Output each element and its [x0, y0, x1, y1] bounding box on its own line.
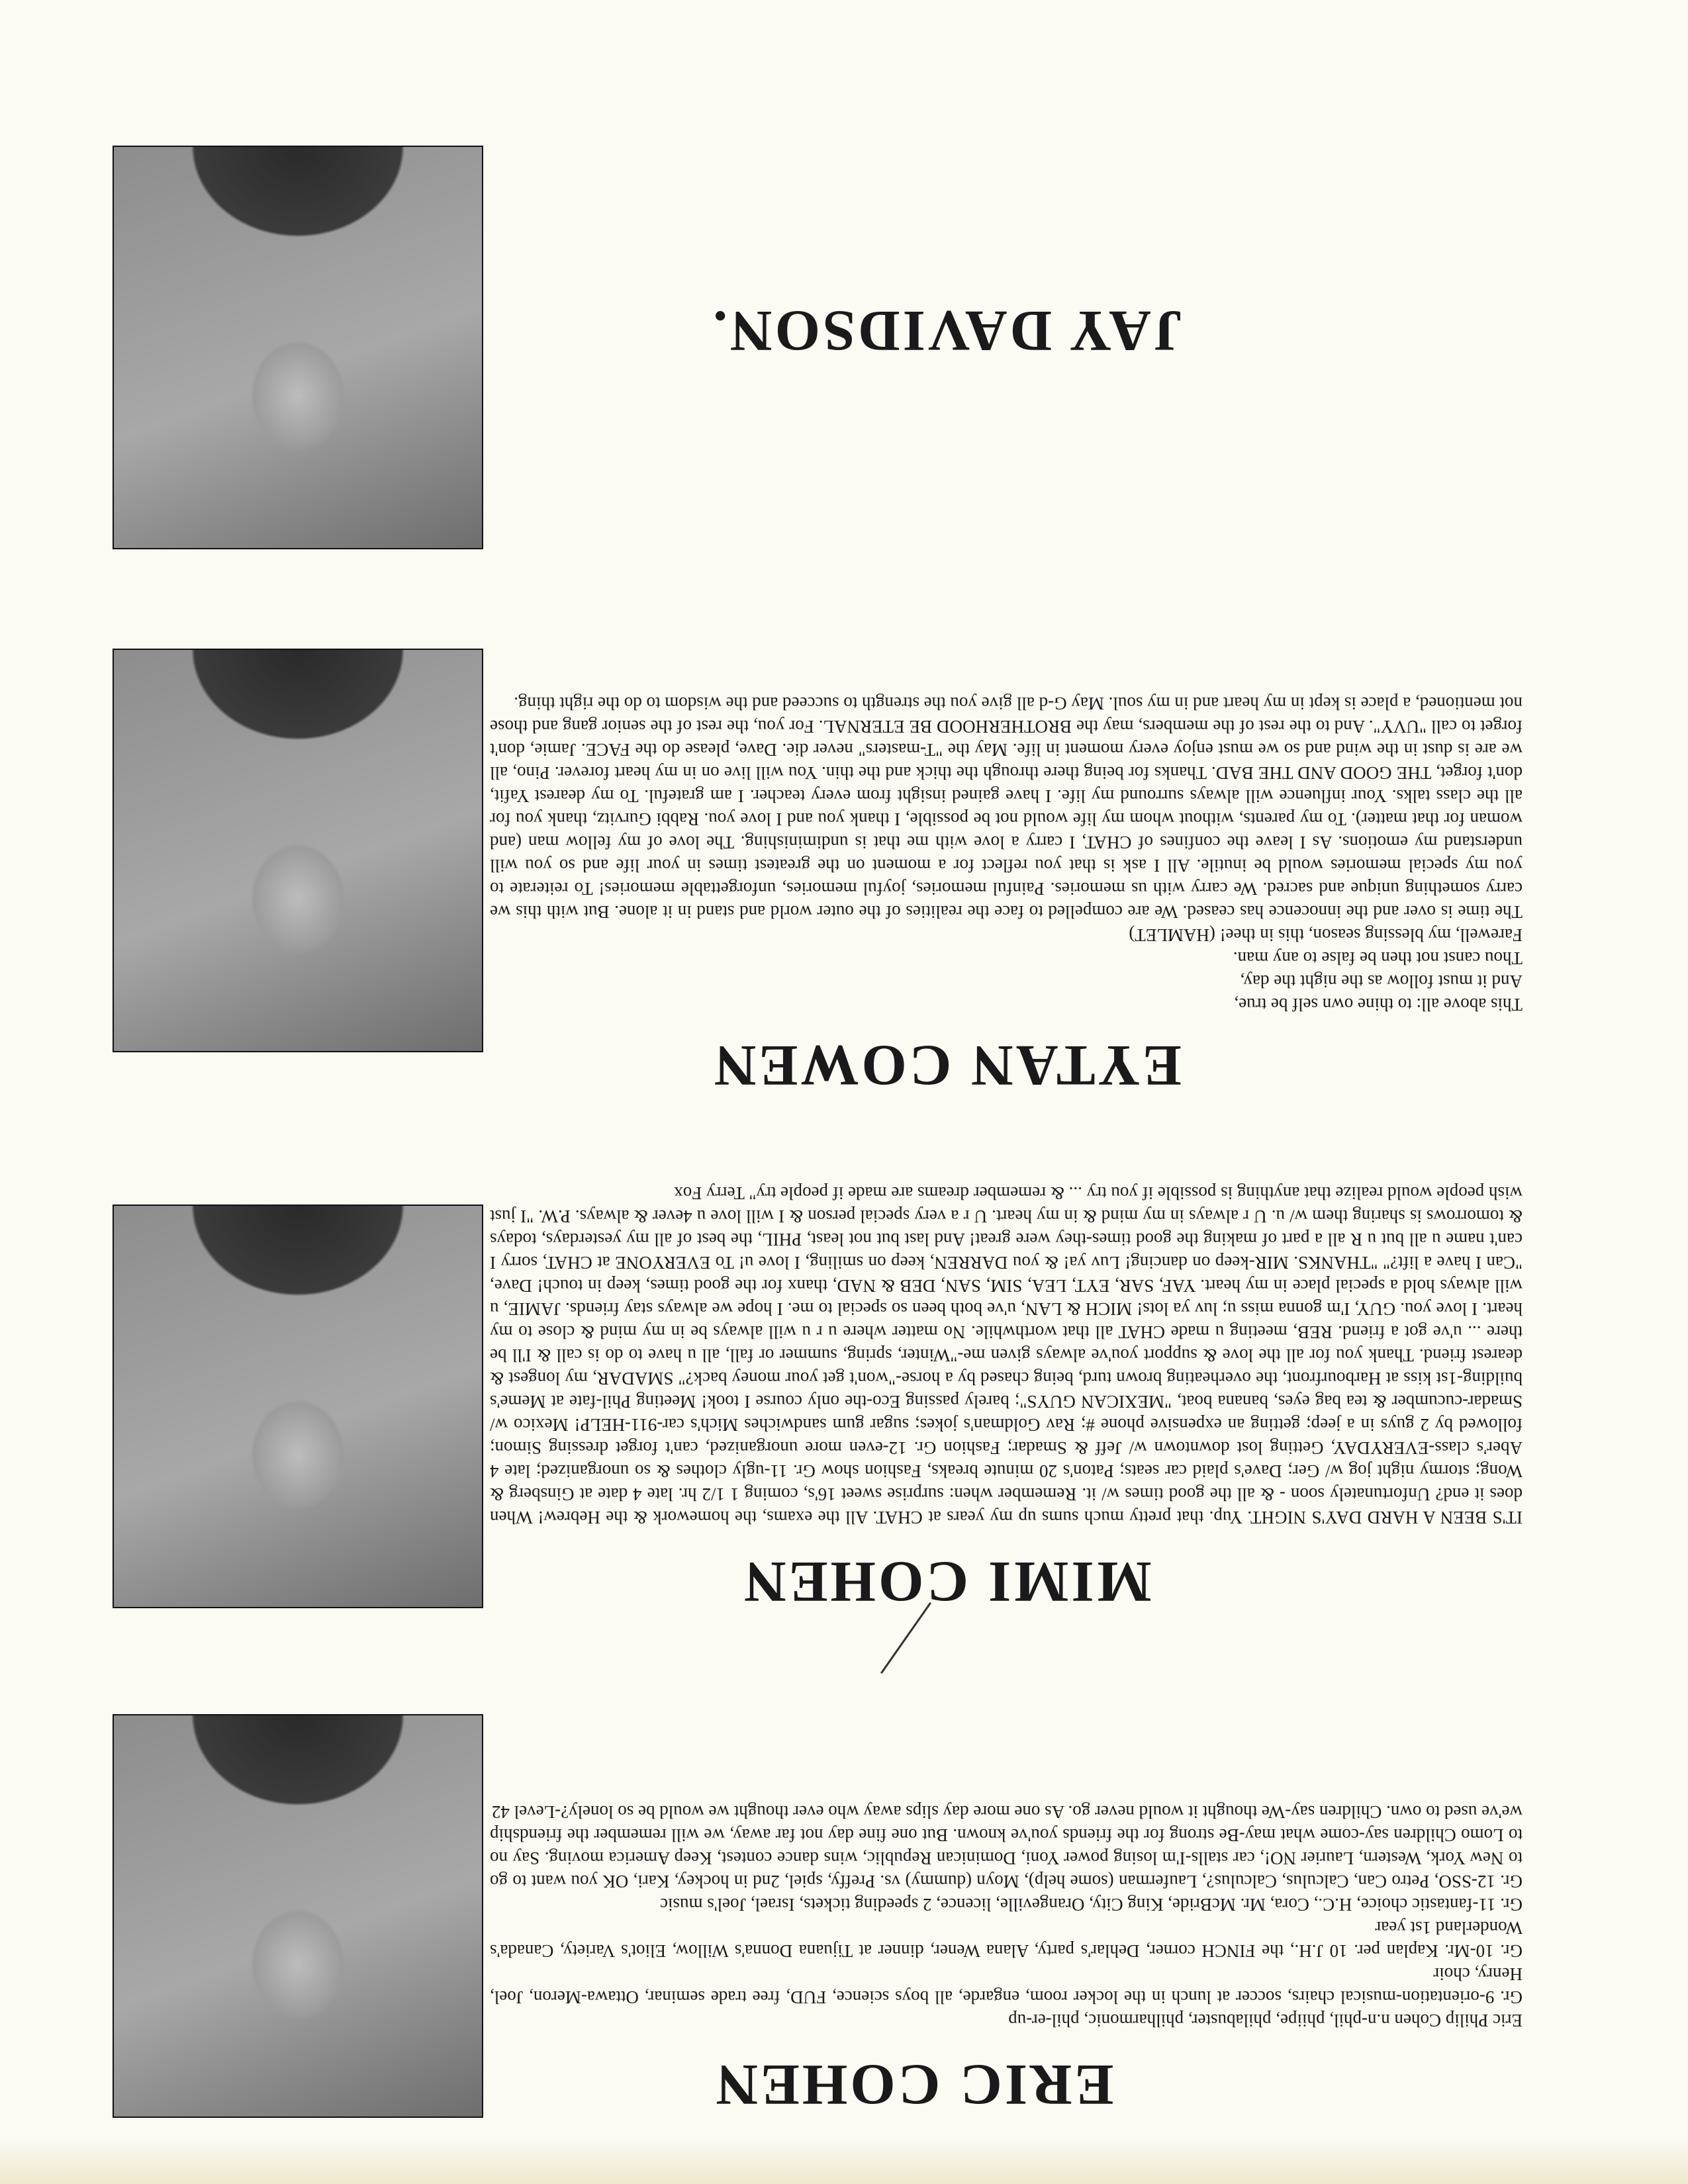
eric-bio-line: Eric Philip Cohen n.n-phil, phiipe, philabuster, philharmonic, phil-er-up	[1008, 2011, 1523, 2030]
mimi-bio-text: IT'S BEEN A HARD DAY'S NIGHT. Yup. that pretty much sums up my years at CHAT. All the exams, the homework & the Hebrew! When does it end? Unfortunately soon - & all the good times w/ it. Remember when: surprise sweet 16's, coming 1 1/2 hr. late 4 date at Ginsberg & Wong; stormy night jog w/ Ger; Dave's plaid car seats; Paton's 20 minute breaks, Fashion show Gr. 11-ugly clothes & so unorganized; late 4 Aber's class-EVERYDAY, Getting lost downtown w/ Jeff & Smadar; Fashion Gr. 12-even more unorganized, can't forget dressing Simon; followed by 2 guys in a jeep; getting an expensive phone #; Rav Goldman's jokes; sugar gum sandwiches Mich's car-911-HELP! Mexico w/ Smadar-cucumber & tea bag eyes, banana boat, "MEXICAN GUYS"; barely passing Eco-the only course I took! Meeting Phil-fate at Meme's building-1st kiss at Harbourfront, the overheating brown turd, being chased by a horse-"won't get your money back?" SMADAR, my longest & dearest friend. Thank you for all the love & support you've always given me-"Winter, spring, summer or fall, all u have to do is call & I'll be there ... u've got a friend. REB, meeting u made CHAT all that worthwhile. No matter where u r u will always be in my mind & close to my heart. I love you. GUY, I'm gonna miss u; luv ya lots! MICH & LAN, u've both been so special to me. I hope we always stay friends. JAMIE, u will always hold a special place in my heart. YAF, SAR, EYT, LEA, SIM, SAN, DEB & NAD, thanx for the good times, keep in touch! Dave, "Can I have a lift?" "THANKS. MIR-keep on dancing! Luv ya! & you DARREN, keep on smiling, I love u! To EVERYONE at CHAT, sorry I can't name u all but u R all a part of making the good times-they were great! And last but not least, PHIL, the best of all my yesterdays, todays & tomorrows is sharing them w/ u. U r always in my mind & in my heart. U r a very special person & I will love u 4ever & always. P.W. "I just wish people would realize that anything is possible if you try ... & remember dreams are made if people try" Terry Fox	[490, 1183, 1523, 1527]
eric-bio-line: Gr. 10-Mr. Kaplan per. 10 J.H., the FINCH corner, Dehlar's party, Alana Wener, dinner at Tijuana Donna's Willow, Eliot's Variety, Canada's Wonderland 1st year	[490, 1918, 1523, 1961]
eric-cohen-name: ERIC COHEN	[713, 2052, 1114, 2116]
eytan-poem-line: Thou canst not then be false to any man.	[1233, 948, 1523, 968]
eric-bio-line: Gr. 12-SSO, Petro Can, Calculus, Calculus?, Lauferman (some help), Moyn (dummy) vs. Preffy, spiel, 2nd in hockey, Kari, OK you want to go to New York, Western, Laurier NO!, car stalls-I'm losing power Yoni, Dominican Republic, wins dance contest, Keep America moving. Say no to Lomo Children say-come what may-Be strong for the friends you've known. But one fine day not far away, we will remember the friendship we've used to own. Children say-We thought it would never go. As one more day slips away who ever thought we would be so lonely?-Level 42	[490, 1802, 1523, 1891]
jay-davidson-name: JAY DAVIDSON.	[710, 298, 1183, 363]
mimi-cohen-name: MIMI COHEN	[741, 1549, 1152, 1614]
jay-davidson-photo	[113, 146, 483, 549]
eytan-bio-text: The time is over and the innocence has ceased. We are compelled to face the realities of the outer world and stand in it alone. But with this we carry something unique and sacred. We carry with us memories. Painful memories, joyful memories, unforgettable memories! To reiterate to you my special memories would be inutile. All I ask is that you reflect for a moment on the greatest times in your life and so you will understand my emotions. As I leave the confines of CHAT, I carry a love with me that is undiminishing. The love of my fellow man (and woman for that matter). To my parents, without whom my life would not be possible, I thank you and I love you. Rabbi Gurvitz, thank you for all the class talks. Your influence will always surround my life. I have gained insight from every teacher. I am grateful. To my dearest Yafit, don't forget, THE GOOD AND THE BAD. Thanks for being there through the thick and the thin. You will live on in my heart forever. Pino, all we are is dust in the wind and so we must enjoy every moment in life. May the "T-masters" never die. Dave, please do the FACE. Jamie, don't forget to call "UVY". And to the rest of the members, may the BROTHERHOOD BE ETERNAL. For you, the rest of the senior gang and those not mentioned, a place is kept in my heart and in my soul. May G-d all give you the strength to succeed and the wisdom to do the right thing.	[490, 694, 1523, 922]
eric-bio-line: Gr. 11-fantastic choice, H.C., Cora, Mr. McBride, King City, Orangeville, licence, 2 speeding tickets, Israel, Joel's music	[659, 1895, 1523, 1915]
eric-cohen-bio	[490, 1800, 1523, 2032]
eytan-cowen-bio	[490, 692, 1523, 1016]
eytan-poem-line: This above all: to thine own self be true,	[1234, 995, 1523, 1015]
eytan-cowen-name: EYTAN COWEN	[712, 1033, 1182, 1097]
eytan-poem-line: Farewell, my blessing season, this in thee! (HAMLET)	[1129, 925, 1523, 945]
eric-bio-line: Gr. 9-orientation-musical chairs, soccer at lunch in the locker room, engarde, all boys science, FUD, free trade seminar, Ottawa-Meron, Joel, Henry, choir	[490, 1964, 1523, 2007]
mimi-cohen-photo	[113, 1205, 483, 1608]
mimi-cohen-bio	[490, 1181, 1523, 1529]
eric-cohen-photo	[113, 1714, 483, 2118]
page-top-edge	[0, 2138, 1688, 2184]
eytan-poem-line: And it must follow as the night the day,	[1240, 972, 1523, 991]
eytan-cowen-photo	[113, 649, 483, 1052]
